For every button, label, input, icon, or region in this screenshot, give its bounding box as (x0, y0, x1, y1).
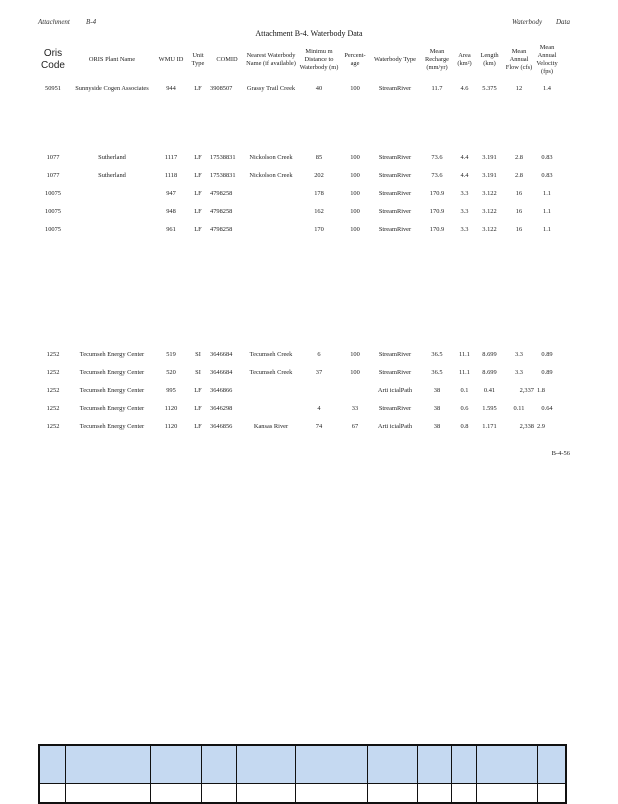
cell-nearest-waterbody (244, 203, 298, 221)
cell-mean-recharge: 36.5 (431, 369, 443, 376)
cell-percentage: 100 (350, 154, 360, 161)
header-data-label: Data (556, 18, 570, 26)
waterbody-data-table (38, 40, 560, 436)
cell-mean-recharge: 170.9 (429, 190, 445, 197)
cell-area: 0.6 (460, 405, 469, 412)
col-header-percentage: Percent- age (344, 52, 366, 67)
cell-area: 3.3 (460, 190, 469, 197)
cell-waterbody-type: StreamRiver (378, 154, 412, 161)
cell-mean-flow: 0.11 (513, 405, 525, 412)
cell-mean-recharge: 38 (433, 387, 441, 394)
cell-wmu-id: 947 (166, 190, 176, 197)
cell-percentage: 100 (350, 351, 360, 358)
cell-length: 8.699 (482, 351, 497, 358)
table-row (38, 80, 560, 98)
cell-mean-flow: 3.3 (515, 369, 523, 376)
header-attachment-label: Attachment (38, 18, 70, 26)
cell-waterbody-type: StreamRiver (378, 190, 412, 197)
cell-mean-flow: 2.8 (515, 154, 523, 161)
page-number: B-4-56 (551, 450, 570, 457)
cell-nearest-waterbody (244, 185, 298, 203)
cell-area: 3.3 (460, 226, 469, 233)
cell-waterbody-type: StreamRiver (378, 369, 412, 376)
cell-oris-code: 10075 (45, 226, 61, 233)
col-header-oris-code: Oris Code (41, 48, 65, 71)
cell-comid: 3646684 (210, 369, 233, 376)
cell-wmu-id: 1120 (164, 405, 178, 412)
cell-length: 3.191 (482, 154, 497, 161)
cell-area: 11.1 (459, 351, 470, 358)
cell-wmu-id: 995 (166, 387, 176, 394)
cell-oris-code: 50951 (45, 85, 61, 92)
cell-plant-name: Sutherland (98, 154, 126, 161)
cell-mean-flow: 16 (515, 226, 523, 233)
cell-nearest-waterbody (244, 382, 298, 400)
cell-percentage: 33 (351, 405, 359, 412)
table-row (38, 185, 560, 203)
cell-length: 3.122 (482, 208, 497, 215)
cell-mean-flow: 12 (515, 85, 523, 92)
cell-comid: 4798258 (210, 190, 233, 197)
cell-waterbody-type: StreamRiver (378, 208, 412, 215)
cell-unit-type: LF (194, 405, 202, 412)
column-divider (150, 746, 151, 802)
cell-mean-velocity: 0.89 (541, 369, 553, 376)
cell-waterbody-type: Arti icialPath (377, 423, 413, 430)
cell-min-distance: 74 (315, 423, 323, 430)
table-row (38, 167, 560, 185)
cell-nearest-waterbody: Grassy Trail Creek (246, 85, 296, 92)
col-header-wmu-id: WMU ID (158, 56, 184, 63)
cell-mean-velocity: 1.1 (543, 226, 551, 233)
cell-comid: 3908507 (210, 85, 233, 92)
cell-unit-type: LF (194, 190, 202, 197)
cell-mean-velocity: 0.83 (541, 154, 553, 161)
cell-unit-type: LF (194, 85, 202, 92)
cell-length: 3.191 (482, 172, 497, 179)
table-row (38, 221, 560, 239)
cell-nearest-waterbody: Tecumseh Creek (249, 351, 293, 358)
cell-mean-velocity: 0.83 (541, 172, 553, 179)
cell-min-distance: 170 (314, 226, 324, 233)
cell-area: 3.3 (460, 208, 469, 215)
cell-nearest-waterbody: Nickolson Creek (249, 172, 293, 179)
cell-nearest-waterbody (244, 400, 298, 418)
cell-percentage: 100 (350, 208, 360, 215)
cell-plant-name (68, 203, 156, 221)
cell-min-distance: 40 (315, 85, 323, 92)
col-header-unit-type: Unit Type (191, 52, 205, 67)
col-header-length: Length (km) (480, 52, 499, 67)
cell-length: 5.375 (482, 85, 497, 92)
cell-nearest-waterbody (244, 221, 298, 239)
cell-comid: 3646856 (210, 423, 233, 430)
cell-mean-flow: 16 (515, 190, 523, 197)
cell-comid: 17538831 (210, 172, 236, 179)
cell-comid: 3646866 (210, 387, 233, 394)
cell-unit-type: LF (194, 226, 202, 233)
cell-mean-recharge: 73.6 (431, 172, 443, 179)
cell-mean-recharge: 73.6 (431, 154, 443, 161)
cell-oris-code: 1077 (46, 172, 60, 179)
cell-plant-name: Tecumseh Energy Center (79, 405, 145, 412)
cell-nearest-waterbody: Kansas River (253, 423, 289, 430)
cell-mean-velocity: 1.1 (543, 208, 551, 215)
cell-percentage: 100 (350, 85, 360, 92)
cell-plant-name: Sunnyside Cogen Associates (75, 85, 149, 92)
cell-percentage: 100 (350, 190, 360, 197)
cell-mean-velocity: 1.4 (543, 85, 551, 92)
column-divider (201, 746, 202, 802)
cell-waterbody-type: StreamRiver (378, 405, 412, 412)
cell-percentage: 67 (351, 423, 359, 430)
cell-oris-code: 1252 (46, 405, 60, 412)
cell-comid: 3646684 (210, 351, 233, 358)
cell-length: 0.41 (483, 387, 496, 394)
cell-mean-flow: 2,337 (519, 387, 534, 394)
cell-wmu-id: 948 (166, 208, 176, 215)
col-header-mean-flow: Mean Annual Flow (cfs) (505, 48, 533, 71)
cell-min-distance: 4 (317, 405, 321, 412)
cell-plant-name (68, 185, 156, 203)
col-header-area: Area (km²) (457, 52, 472, 67)
cell-plant-name: Tecumseh Energy Center (79, 351, 145, 358)
table-spacer (38, 239, 560, 346)
cell-mean-recharge: 38 (433, 405, 441, 412)
column-divider (65, 746, 66, 802)
cell-comid: 3646298 (210, 405, 233, 412)
cell-area: 4.4 (460, 172, 469, 179)
cell-unit-type: LF (194, 387, 202, 394)
cell-min-distance: 202 (314, 172, 324, 179)
cell-comid: 4798258 (210, 226, 233, 233)
cell-waterbody-type: Arti icialPath (377, 387, 413, 394)
page-title: Attachment B-4. Waterbody Data (255, 29, 363, 38)
next-page-table-header (38, 744, 567, 804)
cell-wmu-id: 1117 (164, 154, 178, 161)
cell-min-distance: 178 (314, 190, 324, 197)
cell-plant-name: Tecumseh Energy Center (79, 387, 145, 394)
cell-mean-recharge: 38 (433, 423, 441, 430)
cell-waterbody-type: StreamRiver (378, 85, 412, 92)
cell-mean-flow: 16 (515, 208, 523, 215)
table-row (38, 364, 560, 382)
cell-length: 8.699 (482, 369, 497, 376)
col-header-min-distance: Minimu m Distance to Waterbody (m) (299, 48, 339, 71)
cell-mean-velocity: 0.89 (541, 351, 553, 358)
cell-length: 3.122 (482, 190, 497, 197)
cell-mean-recharge: 170.9 (429, 208, 445, 215)
cell-nearest-waterbody: Nickolson Creek (249, 154, 293, 161)
col-header-comid: COMID (216, 56, 238, 63)
cell-area: 11.1 (459, 369, 470, 376)
cell-mean-flow: 2.8 (515, 172, 523, 179)
cell-unit-type: LF (194, 154, 202, 161)
cell-mean-velocity: 0.64 (541, 405, 553, 412)
cell-plant-name (68, 221, 156, 239)
cell-percentage: 100 (350, 369, 360, 376)
cell-wmu-id: 1118 (164, 172, 178, 179)
cell-wmu-id: 520 (166, 369, 176, 376)
table-row (38, 418, 560, 436)
cell-length: 1.171 (482, 423, 497, 430)
cell-area: 0.1 (460, 387, 469, 394)
cell-oris-code: 10075 (45, 208, 61, 215)
cell-mean-velocity: 1.1 (543, 190, 551, 197)
cell-mean-flow: 3.3 (515, 351, 523, 358)
column-divider (537, 746, 538, 802)
cell-waterbody-type: StreamRiver (378, 172, 412, 179)
cell-min-distance: 37 (315, 369, 323, 376)
table-row (38, 346, 560, 364)
header-attachment-id: B-4 (86, 18, 97, 26)
column-divider (476, 746, 477, 802)
cell-area: 4.6 (460, 85, 469, 92)
cell-oris-code: 1252 (46, 423, 60, 430)
col-header-mean-velocity: Mean Annual Velocity (fps) (536, 44, 558, 75)
cell-unit-type: LF (194, 423, 202, 430)
column-divider (367, 746, 368, 802)
cell-wmu-id: 519 (166, 351, 176, 358)
cell-plant-name: Tecumseh Energy Center (79, 369, 145, 376)
cell-min-distance: 85 (315, 154, 323, 161)
cell-waterbody-type: StreamRiver (378, 226, 412, 233)
col-header-plant-name: ORIS Plant Name (88, 56, 136, 63)
cell-plant-name: Sutherland (98, 172, 126, 179)
table-header-row (38, 40, 560, 80)
column-divider (236, 746, 237, 802)
cell-unit-type: LF (194, 208, 202, 215)
cell-min-distance (298, 382, 340, 400)
cell-mean-recharge: 36.5 (431, 351, 443, 358)
table-spacer (38, 98, 560, 149)
cell-mean-velocity: 2.9 (537, 423, 545, 430)
cell-area: 0.8 (460, 423, 469, 430)
cell-oris-code: 1252 (46, 369, 60, 376)
column-divider (451, 746, 452, 802)
cell-oris-code: 1252 (46, 387, 60, 394)
table-row (38, 400, 560, 418)
cell-length: 3.122 (482, 226, 497, 233)
cell-percentage (340, 382, 370, 400)
table-row (38, 382, 560, 400)
cell-length: 1.595 (482, 405, 497, 412)
cell-wmu-id: 1120 (164, 423, 178, 430)
cell-nearest-waterbody: Tecumseh Creek (249, 369, 293, 376)
cell-percentage: 100 (350, 226, 360, 233)
cell-unit-type: LF (194, 172, 202, 179)
col-header-waterbody-type: Waterbody Type (373, 56, 417, 63)
cell-comid: 17538831 (210, 154, 236, 161)
cell-oris-code: 10075 (45, 190, 61, 197)
cell-unit-type: SI (195, 369, 201, 376)
cell-mean-velocity: 1.8 (537, 387, 545, 394)
cell-min-distance: 162 (314, 208, 324, 215)
cell-plant-name: Tecumseh Energy Center (79, 423, 145, 430)
col-header-nearest-waterbody: Nearest Waterbody Name (if available) (246, 52, 296, 67)
table-header-band (40, 746, 565, 784)
col-header-mean-recharge: Mean Recharge (mm/yr) (424, 48, 449, 71)
cell-mean-recharge: 170.9 (429, 226, 445, 233)
cell-wmu-id: 961 (166, 226, 176, 233)
header-section-label: Waterbody (512, 18, 543, 26)
cell-area: 4.4 (460, 154, 469, 161)
cell-mean-flow: 2,338 (519, 423, 534, 430)
column-divider (417, 746, 418, 802)
cell-percentage: 100 (350, 172, 360, 179)
cell-comid: 4798258 (210, 208, 233, 215)
cell-oris-code: 1252 (46, 351, 60, 358)
column-divider (295, 746, 296, 802)
cell-wmu-id: 944 (166, 85, 176, 92)
cell-mean-recharge: 11.7 (431, 85, 443, 92)
table-row (38, 203, 560, 221)
cell-waterbody-type: StreamRiver (378, 351, 412, 358)
cell-min-distance: 6 (317, 351, 321, 358)
cell-unit-type: SI (195, 351, 201, 358)
cell-oris-code: 1077 (46, 154, 60, 161)
table-row (38, 149, 560, 167)
